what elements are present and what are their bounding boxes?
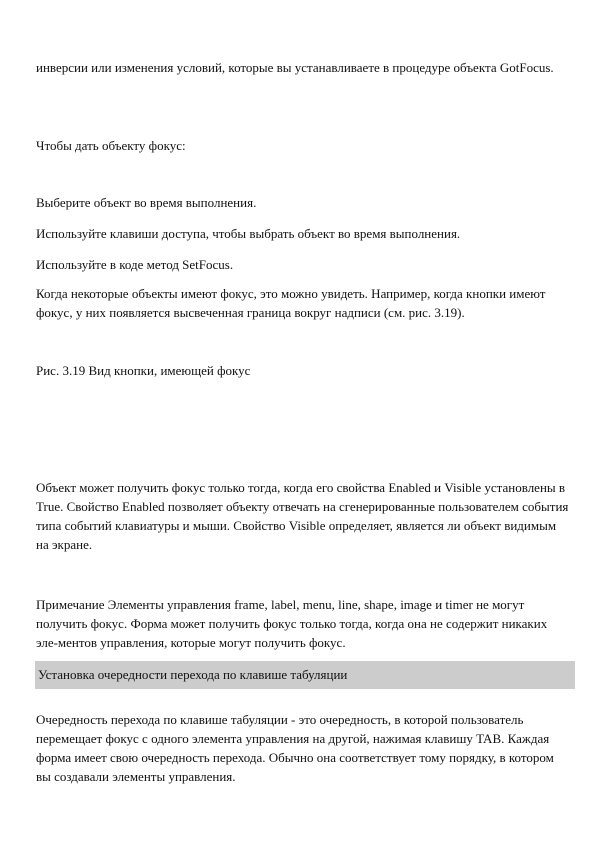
- paragraph-focus-visible: Когда некоторые объекты имеют фокус, это можно увидеть. Например, когда кнопки имеют фокус, у них появляется высвеченная граница вокруг надписи (см. рис. 3.19).: [36, 286, 546, 320]
- figure-caption: Рис. 3.19 Вид кнопки, имеющей фокус: [36, 363, 251, 378]
- list-item-select-object: Выберите объект во время выполнения.: [36, 195, 257, 210]
- list-item-setfocus: Используйте в коде метод SetFocus.: [36, 257, 234, 272]
- paragraph-enabled-visible: Объект может получить фокус только тогда, когда его свойства Enabled и Visible установлены в True. Свойство Enabled позволяет объекту отвечать на сгенерированные пользователем события типа событий клавиатуры и мыши. Свойство Visible определяет, является ли объект видимым на экране.: [36, 480, 569, 552]
- paragraph-tab-order: Очередность перехода по клавише табуляции - это очередность, в которой пользователь перемещает фокус с одного элемента управления на другой, нажимая клавишу TAB. Каждая форма имеет свою очередность перехода. Обычно она соответствует тому порядку, в котором вы создавали элементы управления.: [36, 712, 554, 784]
- paragraph-gotfocus-continuation: инверсии или изменения условий, которые вы устанавливаете в процедуре объекта GotFocus.: [36, 60, 554, 75]
- paragraph-note: Примечание Элементы управления frame, label, menu, line, shape, image и timer не могут получить фокус. Форма может получить фокус только тогда, когда она не содержит никаких эле-ментов управления, которые могут получить фокус.: [36, 597, 548, 650]
- section-heading: Установка очередности перехода по клавише табуляции: [38, 667, 348, 682]
- list-item-access-keys: Используйте клавиши доступа, чтобы выбрать объект во время выполнения.: [36, 226, 461, 241]
- paragraph-how-to-focus: Чтобы дать объекту фокус:: [36, 138, 186, 153]
